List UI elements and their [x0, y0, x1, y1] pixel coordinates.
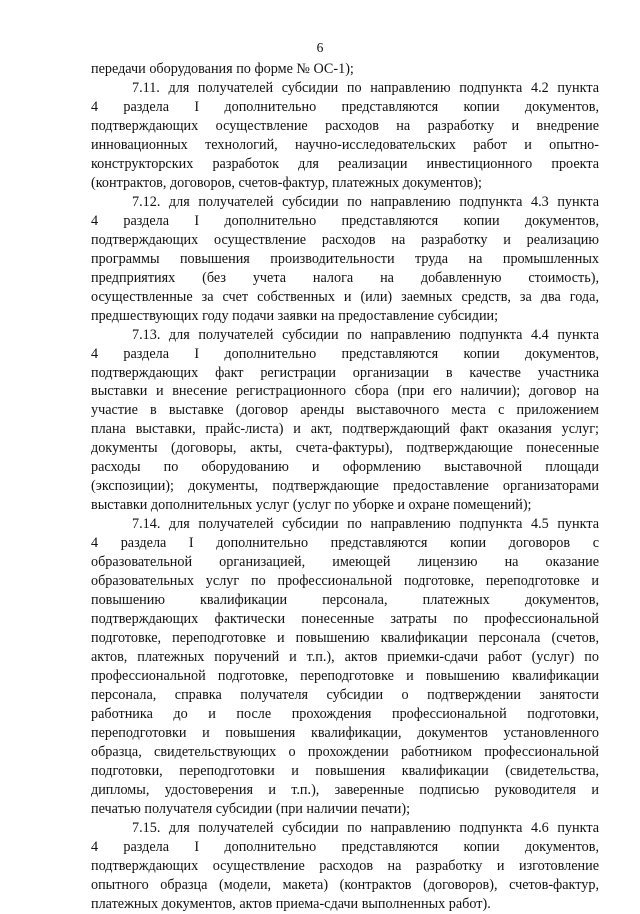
- text-line: актов, платежных поручений и т.п.), актов приемки-сдачи работ (услуг) по: [91, 649, 599, 666]
- text-line: 7.12. для получателей субсидии по направлению подпункта 4.3 пункта: [132, 193, 599, 210]
- text-line: 4 раздела I дополнительно представляются копии документов,: [91, 212, 599, 229]
- text-line: 4 раздела I дополнительно представляются копии документов,: [91, 838, 599, 855]
- document-body: [91, 60, 599, 914]
- text-line: (экспозиции); документы, подтверждающие предоставление организаторами: [91, 478, 599, 495]
- text-line: выставки дополнительных услуг (услуг по уборке и охране помещений);: [91, 497, 532, 514]
- text-line: программы повышения производительности труда на промышленных: [91, 250, 599, 267]
- text-line: 4 раздела I дополнительно представляются копии договоров с: [91, 535, 599, 552]
- text-line: подтверждающих фактически понесенные затраты по профессиональной: [91, 611, 599, 628]
- text-line: конструкторских разработок для реализации инвестиционного проекта: [91, 155, 599, 172]
- text-line: предприятиях (без учета налога на добавленную стоимость),: [91, 269, 599, 286]
- text-line: подтверждающих осуществление расходов на разработку и внедрение: [91, 117, 599, 134]
- text-line: образовательной организацией, имеющей лицензию на оказание: [91, 554, 599, 571]
- text-line: платежных документов, актов приема-сдачи выполненных работ).: [91, 895, 491, 912]
- text-line: образовательных услуг по профессиональной подготовке, переподготовке и: [91, 573, 599, 590]
- text-line: выставки и внесение регистрационного сбора (при его наличии); договор на: [91, 383, 599, 400]
- text-line: 4 раздела I дополнительно представляются копии документов,: [91, 98, 599, 115]
- text-line: подготовке, переподготовке и повышению квалификации персонала (счетов,: [91, 630, 599, 647]
- text-line: 7.15. для получателей субсидии по направлению подпункта 4.6 пункта: [132, 819, 599, 836]
- text-line: подтверждающих осуществление расходов на разработку и изготовление: [91, 857, 599, 874]
- text-line: осуществленные за счет собственных и (или) заемных средств, за два года,: [91, 288, 599, 305]
- text-line: подтверждающих осуществление расходов на разработку и реализацию: [91, 231, 599, 248]
- text-line: 7.11. для получателей субсидии по направлению подпункта 4.2 пункта: [132, 79, 599, 96]
- text-line: работника до и после прохождения профессиональной подготовки,: [91, 705, 599, 722]
- text-line: плана выставки, прайс-листа) и акт, подтверждающий факт оказания услуг;: [91, 421, 599, 438]
- page-number: 6: [316, 40, 324, 55]
- text-line: (контрактов, договоров, счетов-фактур, платежных документов);: [91, 174, 482, 191]
- text-line: печатью получателя субсидии (при наличии печати);: [91, 800, 411, 817]
- text-line: подготовки, переподготовки и повышения квалификации (свидетельства,: [91, 762, 599, 779]
- text-line: расходы по оборудованию и оформлению выставочной площади: [91, 459, 599, 476]
- text-line: дипломы, удостоверения и т.п.), заверенные подписью руководителя и: [91, 781, 599, 798]
- text-line: опытного образца (модели, макета) (контрактов (договоров), счетов-фактур,: [91, 876, 599, 893]
- text-line: инновационных технологий, научно-исследовательских работ и опытно-: [91, 136, 599, 153]
- text-line: передачи оборудования по форме № ОС-1);: [91, 61, 354, 77]
- text-line: 7.14. для получателей субсидии по направлению подпункта 4.5 пункта: [132, 516, 599, 533]
- text-line: 4 раздела I дополнительно представляются копии документов,: [91, 345, 599, 362]
- text-line: профессиональной подготовке, переподготовке и повышению квалификации: [91, 668, 599, 684]
- text-line: предшествующих году подачи заявки на предоставление субсидии;: [91, 307, 499, 324]
- text-line: 7.13. для получателей субсидии по направлению подпункта 4.4 пункта: [132, 326, 599, 343]
- text-line: переподготовки и повышения квалификации, документов установленного: [91, 724, 599, 741]
- text-line: документы (договоры, акты, счета-фактуры), подтверждающие понесенные: [91, 440, 599, 457]
- text-line: подтверждающих факт регистрации организации в качестве участника: [91, 364, 599, 381]
- text-line: образца, свидетельствующих о прохождении работником профессиональной: [91, 743, 599, 760]
- text-line: персонала, справка получателя субсидии о подтверждении занятости: [91, 686, 599, 703]
- text-line: участие в выставке (договор аренды выставочного места с приложением: [91, 402, 599, 419]
- text-line: повышению квалификации персонала, платежных документов,: [91, 592, 599, 609]
